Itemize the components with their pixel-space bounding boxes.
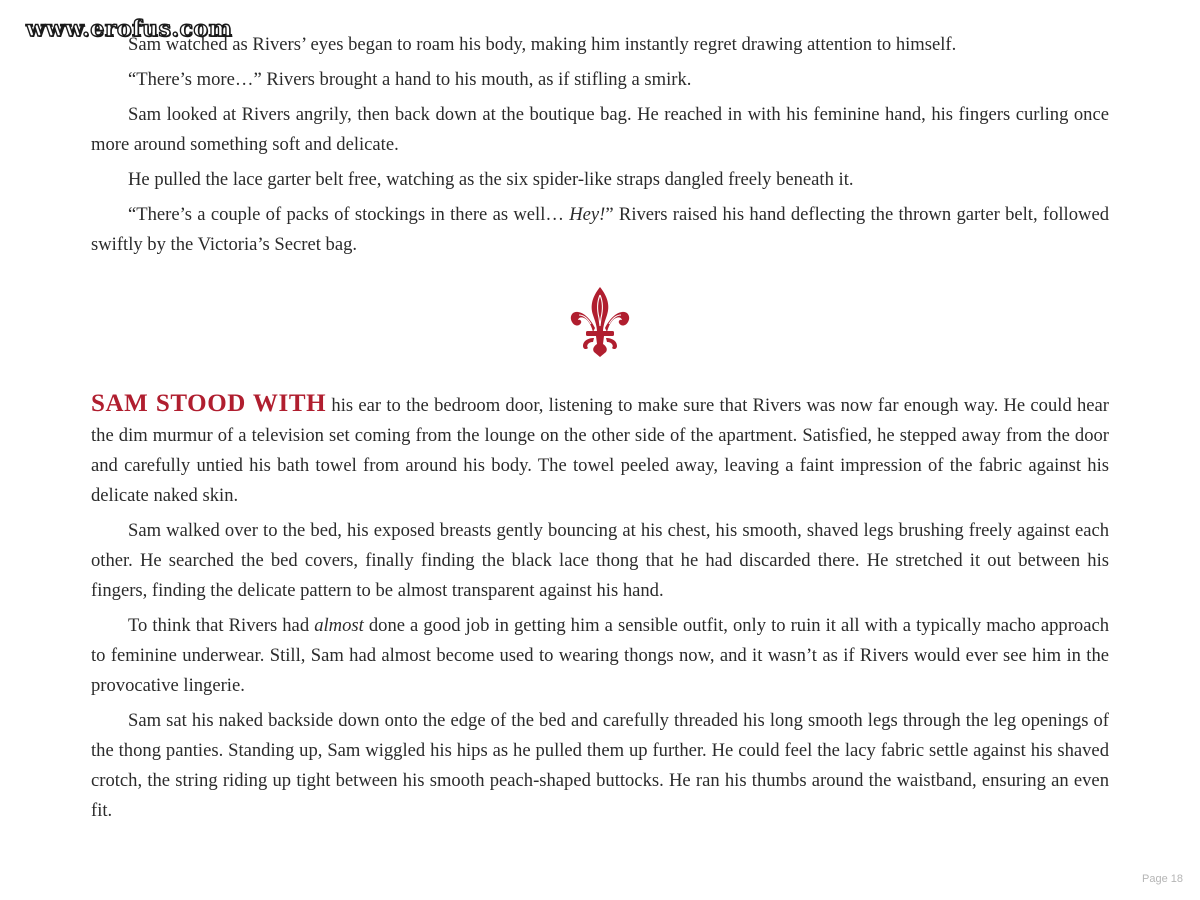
paragraph: Sam walked over to the bed, his exposed breasts gently bouncing at his chest, his smooth, shaved legs brushing freely against each other. He searched the bed covers, finally finding the black lace thong that he had discarded there. He stretched it out between his fingers, finding the delicate pattern to be almost transparent against his hand. [91,520,1109,601]
page-number: Page 18 [1142,873,1183,885]
text-section-2 [91,389,1109,826]
paragraph: “There’s more…” Rivers brought a hand to his mouth, as if stifling a smirk. [128,69,692,90]
paragraph: He pulled the lace garter belt free, watching as the six spider-like straps dangled freely beneath it. [128,169,854,190]
italic-text: Hey! [569,204,606,225]
text-run: “There’s a couple of packs of stockings in there as well… [128,204,570,225]
text-run: his ear to the bedroom door, listening to make sure that Rivers was now far enough way. He could hear the dim murmur of a television set coming from the lounge on the other side of the apartment. Satisfied, he stepped away from the door and carefully untied his bath towel from around his body. The towel peeled away, leaving a faint impression of the fabric against his delicate naked skin. [91,395,1110,506]
paragraph: Sam sat his naked backside down onto the edge of the bed and carefully threaded his long smooth legs through the leg openings of the thong panties. Standing up, Sam wiggled his hips as he pulled them up further. He could feel the lacy fabric settle against his shaved crotch, the string riding up tight between his smooth peach-shaped buttocks. He ran his thumbs around the waistband, ensuring an even fit. [91,710,1109,821]
section-lead-in: SAM STOOD WITH [91,390,327,417]
italic-text: almost [314,615,364,636]
text-run: ” Rivers raised his hand deflecting the thrown garter belt, followed swiftly by the Victoria’s Secret bag. [91,204,1109,255]
site-watermark: www.erofus.com [26,16,233,42]
paragraph: Sam watched as Rivers’ eyes began to roam his body, making him instantly regret drawing attention to himself. [128,34,957,55]
text-section-1 [91,30,1109,260]
paragraph: Sam looked at Rivers angrily, then back down at the boutique bag. He reached in with his feminine hand, his fingers curling once more around something soft and delicate. [91,104,1109,155]
paragraph [91,200,1109,260]
paragraph [91,389,1109,511]
paragraph [91,611,1109,701]
text-run: To think that Rivers had [128,615,315,636]
text-run: done a good job in getting him a sensible outfit, only to ruin it all with a typically macho approach to feminine underwear. Still, Sam had almost become used to wearing thongs now, and it wasn’t as if Rivers would ever see him in the provocative lingerie. [91,615,1109,696]
fleur-de-lis-icon [570,286,630,358]
